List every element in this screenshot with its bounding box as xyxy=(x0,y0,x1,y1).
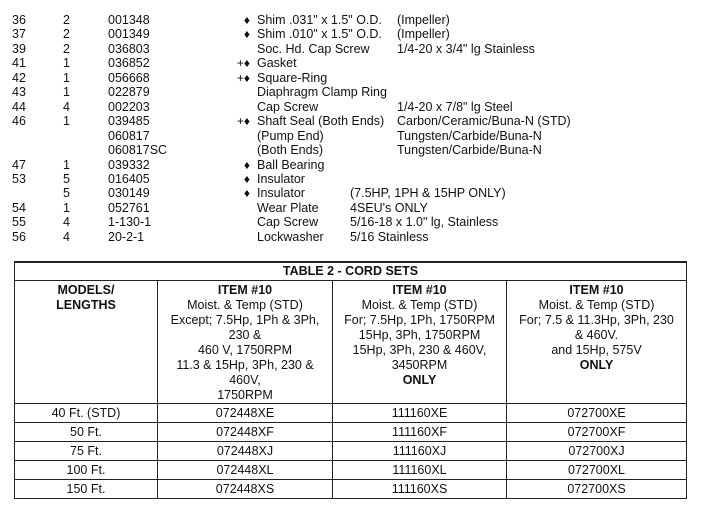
models-lengths-header xyxy=(15,281,158,404)
part-cell: 072700XF xyxy=(507,423,687,442)
marker-symbol: ♦ xyxy=(243,27,250,42)
quantity: 1 xyxy=(63,114,70,129)
part-number: 002203 xyxy=(108,99,150,114)
part-cell: 072448XL xyxy=(158,461,333,480)
parts-list-row xyxy=(0,13,718,28)
header-line: Except; 7.5Hp, 1Ph & 3Ph, 230 & xyxy=(170,313,320,342)
marker-symbol: +♦ xyxy=(236,114,250,129)
header-line: Moist. & Temp (STD) xyxy=(538,298,655,312)
header-line: 1750RPM xyxy=(217,388,273,402)
column-header-1 xyxy=(158,281,333,404)
specification: 1/4-20 x 3/4" lg Stainless xyxy=(397,41,535,56)
length-cell: 150 Ft. xyxy=(15,480,158,499)
quantity: 1 xyxy=(63,70,70,85)
part-cell: 111160XE xyxy=(333,404,507,423)
header-line: Moist. & Temp (STD) xyxy=(187,298,303,312)
header-line: 15Hp, 3Ph, 230 & 460V, xyxy=(352,343,487,357)
part-cell: 072700XE xyxy=(507,404,687,423)
part-cell: 072448XE xyxy=(158,404,333,423)
marker-symbol: ♦ xyxy=(243,186,250,201)
description: Wear Plate xyxy=(257,200,319,215)
table-title: TABLE 2 - CORD SETS xyxy=(15,262,687,281)
parts-list-row xyxy=(0,71,718,86)
item-number: 42 xyxy=(12,70,26,85)
part-cell: 072448XJ xyxy=(158,442,333,461)
part-number: 060817 xyxy=(108,128,150,143)
item-number: 39 xyxy=(12,41,26,56)
part-number: 036852 xyxy=(108,56,150,71)
description: Lockwasher xyxy=(257,229,324,244)
header-line: and 15Hp, 575V xyxy=(551,343,642,357)
column-header-3 xyxy=(507,281,687,404)
length-cell: 50 Ft. xyxy=(15,423,158,442)
parts-list-row xyxy=(0,172,718,187)
header-emphasis: ONLY xyxy=(579,358,614,372)
quantity: 4 xyxy=(63,99,70,114)
part-number: 1-130-1 xyxy=(108,215,152,230)
specification: 1/4-20 x 7/8" lg Steel xyxy=(397,99,513,114)
marker-symbol: +♦ xyxy=(236,56,250,71)
part-number: 039332 xyxy=(108,157,150,172)
cord-sets-table xyxy=(14,261,687,499)
description: Gasket xyxy=(257,56,297,71)
header-line: 11.3 & 15Hp, 3Ph, 230 & 460V, xyxy=(176,358,314,387)
description: Insulator xyxy=(257,186,305,201)
description: Square-Ring xyxy=(257,70,328,85)
part-cell: 111160XJ xyxy=(333,442,507,461)
quantity: 2 xyxy=(63,13,70,27)
part-cell: 072448XS xyxy=(158,480,333,499)
parts-list-row xyxy=(0,85,718,100)
part-number: 20-2-1 xyxy=(108,229,145,244)
table-row xyxy=(15,461,687,480)
item-label: ITEM #10 xyxy=(217,283,273,297)
table-row xyxy=(15,404,687,423)
header-line: Moist. & Temp (STD) xyxy=(361,298,478,312)
specification: (Impeller) xyxy=(397,27,450,42)
description: Insulator xyxy=(257,171,305,186)
description: Cap Screw xyxy=(257,99,319,114)
parts-list-row xyxy=(0,56,718,71)
quantity: 5 xyxy=(63,186,70,201)
quantity: 1 xyxy=(63,157,70,172)
part-number: 030149 xyxy=(108,186,150,201)
header-line: 460 V, 1750RPM xyxy=(197,343,293,357)
parts-list-row xyxy=(0,129,718,144)
marker-symbol: ♦ xyxy=(243,157,250,172)
part-number: 001348 xyxy=(108,13,150,27)
quantity: 2 xyxy=(63,27,70,42)
item-number: 56 xyxy=(12,229,26,244)
header-line: 3450RPM xyxy=(391,358,448,372)
specification: 4SEU's ONLY xyxy=(350,200,428,215)
specification: (Impeller) xyxy=(397,13,450,27)
item-number: 36 xyxy=(12,13,26,27)
item-number: 46 xyxy=(12,114,26,129)
item-label: ITEM #10 xyxy=(569,283,624,297)
description: Shaft Seal (Both Ends) xyxy=(257,114,385,129)
length-cell: 100 Ft. xyxy=(15,461,158,480)
parts-list-row xyxy=(0,100,718,115)
models-header-line-1: MODELS/ xyxy=(57,283,115,297)
parts-list-row xyxy=(0,42,718,57)
header-line: 15Hp, 3Ph, 1750RPM xyxy=(358,328,481,342)
quantity: 1 xyxy=(63,85,70,100)
quantity: 1 xyxy=(63,200,70,215)
header-line: & 460V. xyxy=(574,328,619,342)
quantity: 5 xyxy=(63,171,70,186)
parts-list-row xyxy=(0,186,718,201)
specification: Tungsten/Carbide/Buna-N xyxy=(397,143,542,158)
description: Diaphragm Clamp Ring xyxy=(257,85,387,100)
specification: 5/16-18 x 1.0" lg, Stainless xyxy=(350,215,499,230)
item-label: ITEM #10 xyxy=(392,283,447,297)
marker-symbol: +♦ xyxy=(236,70,250,85)
part-cell: 072700XL xyxy=(507,461,687,480)
quantity: 2 xyxy=(63,41,70,56)
part-number: 056668 xyxy=(108,70,150,85)
length-cell: 40 Ft. (STD) xyxy=(15,404,158,423)
description: Shim .010" x 1.5" O.D. xyxy=(257,27,382,42)
description: Cap Screw xyxy=(257,215,319,230)
marker-symbol: ♦ xyxy=(243,171,250,186)
item-number: 44 xyxy=(12,99,26,114)
item-number: 47 xyxy=(12,157,26,172)
item-number: 55 xyxy=(12,215,26,230)
item-number: 43 xyxy=(12,85,26,100)
part-number: 001349 xyxy=(108,27,150,42)
description: Shim .031" x 1.5" O.D. xyxy=(257,13,382,27)
models-header-line-2: LENGTHS xyxy=(56,298,116,312)
quantity: 4 xyxy=(63,215,70,230)
part-cell: 111160XF xyxy=(333,423,507,442)
specification: 5/16 Stainless xyxy=(350,229,429,244)
description: Ball Bearing xyxy=(257,157,325,172)
item-number: 54 xyxy=(12,200,26,215)
description: Soc. Hd. Cap Screw xyxy=(257,41,370,56)
part-number: 036803 xyxy=(108,41,150,56)
header-line: For; 7.5 & 11.3Hp, 3Ph, 230 xyxy=(519,313,674,327)
parts-list-row xyxy=(0,215,718,230)
quantity: 4 xyxy=(63,229,70,244)
quantity: 1 xyxy=(63,56,70,71)
header-line: For; 7.5Hp, 1Ph, 1750RPM xyxy=(344,313,495,327)
parts-list-row xyxy=(0,143,718,158)
part-number: 052761 xyxy=(108,200,150,215)
table-row xyxy=(15,423,687,442)
length-cell: 75 Ft. xyxy=(15,442,158,461)
part-cell: 111160XL xyxy=(333,461,507,480)
parts-list-row xyxy=(0,27,718,42)
part-number: 039485 xyxy=(108,114,150,129)
part-cell: 072700XJ xyxy=(507,442,687,461)
marker-symbol: ♦ xyxy=(243,13,250,27)
description: (Pump End) xyxy=(257,128,324,143)
parts-list-row xyxy=(0,114,718,129)
table-row xyxy=(15,480,687,499)
part-number: 060817SC xyxy=(108,143,168,158)
item-number: 41 xyxy=(12,56,26,71)
part-number: 016405 xyxy=(108,171,150,186)
column-header-2 xyxy=(333,281,507,404)
part-cell: 111160XS xyxy=(333,480,507,499)
header-emphasis: ONLY xyxy=(402,373,437,387)
parts-list-row xyxy=(0,158,718,173)
part-cell: 072448XF xyxy=(158,423,333,442)
specification: Carbon/Ceramic/Buna-N (STD) xyxy=(397,114,571,129)
specification: (7.5HP, 1PH & 15HP ONLY) xyxy=(350,186,506,201)
item-number: 53 xyxy=(12,171,26,186)
description: (Both Ends) xyxy=(257,143,324,158)
parts-list-row xyxy=(0,201,718,216)
part-cell: 072700XS xyxy=(507,480,687,499)
specification: Tungsten/Carbide/Buna-N xyxy=(397,128,542,143)
table-row xyxy=(15,442,687,461)
item-number: 37 xyxy=(12,27,26,42)
part-number: 022879 xyxy=(108,85,150,100)
parts-list-row xyxy=(0,230,718,245)
